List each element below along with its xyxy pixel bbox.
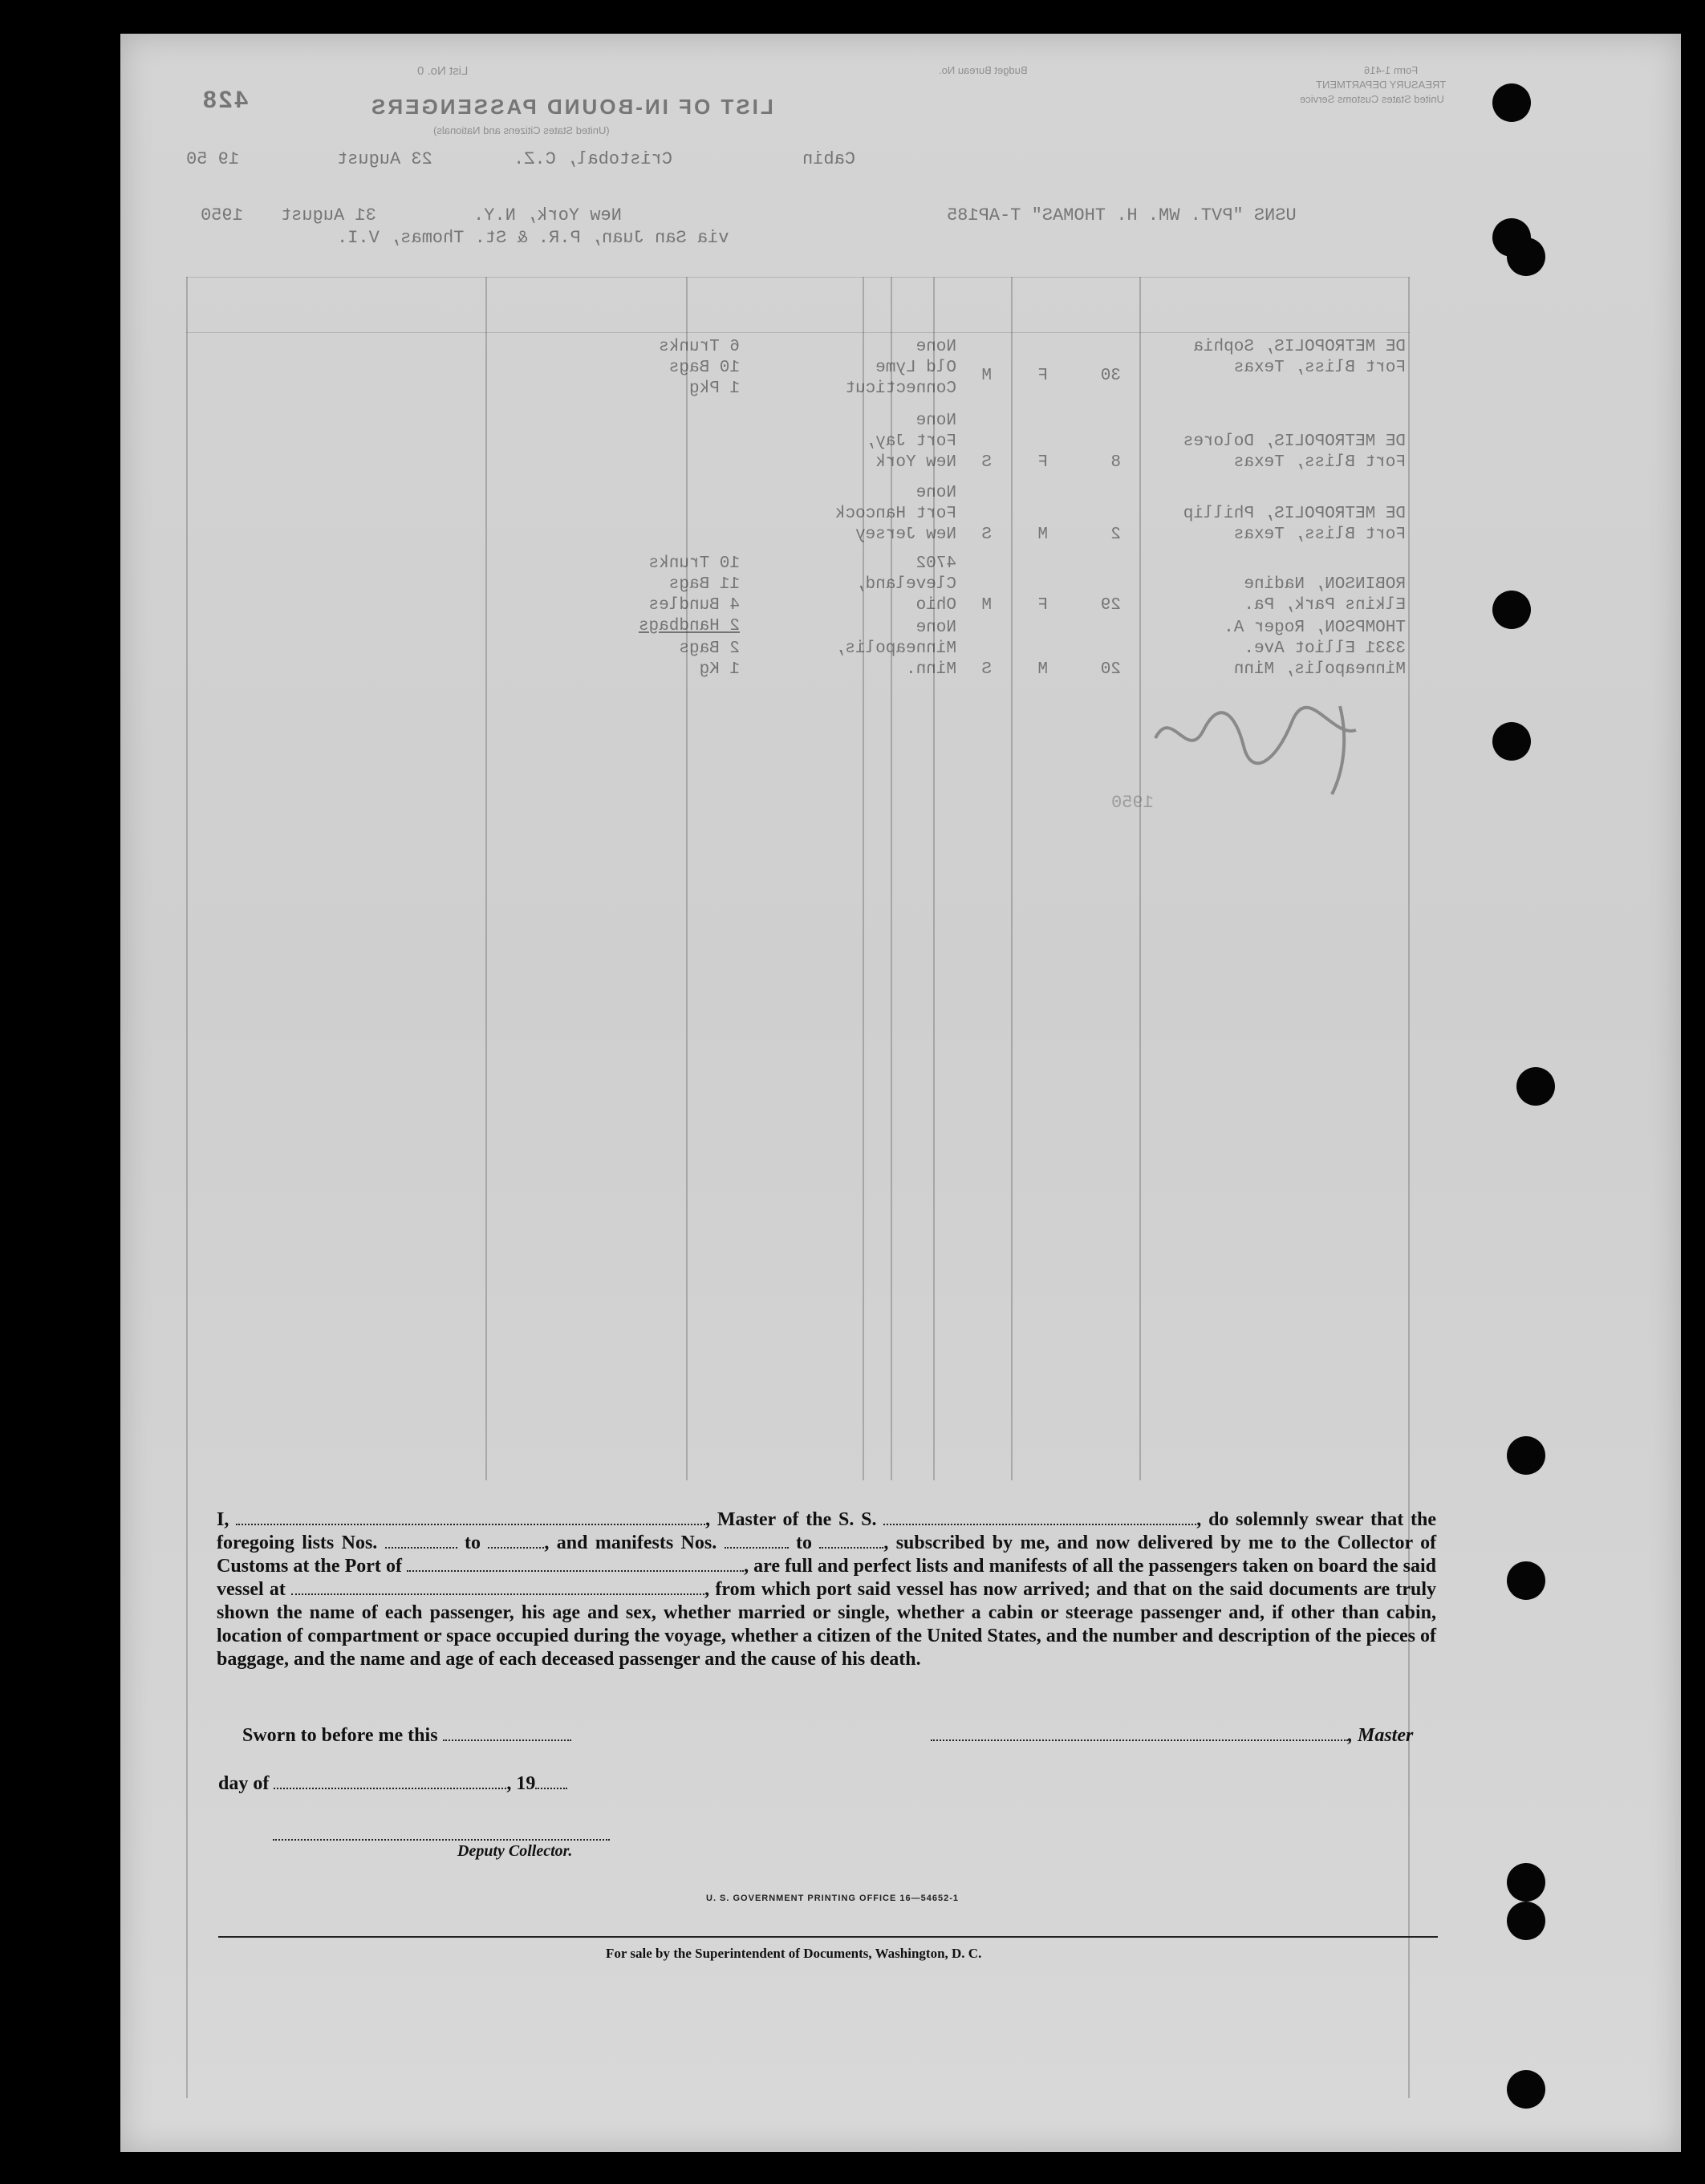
- passenger-sex: M: [1037, 660, 1048, 679]
- passenger-sex: F: [1037, 596, 1048, 615]
- bleed-dept: TREASURY DEPARTMENT: [1316, 79, 1447, 91]
- manifest-from-blank[interactable]: [725, 1532, 789, 1549]
- bleed-port-to: New York, N.Y.: [473, 205, 622, 225]
- punch-hole: [1507, 1863, 1545, 1902]
- bleed-budget: Budget Bureau No.: [939, 64, 1028, 76]
- column-rule: [1408, 277, 1410, 2098]
- punch-hole: [1492, 722, 1531, 761]
- passenger-age: 8: [1110, 453, 1121, 472]
- record-row: [1183, 504, 1406, 546]
- embark-port-blank[interactable]: [291, 1579, 704, 1595]
- bleed-via: via San Juan, P.R. & St. Thomas, V.I.: [337, 228, 729, 248]
- record-row: [1183, 432, 1406, 473]
- bleed-title: LIST OF IN-BOUND PASSENGERS: [369, 95, 773, 119]
- passenger-residence: None Fort Hancock New Jersey: [834, 484, 956, 544]
- passenger-marital: M: [981, 596, 992, 615]
- passenger-residence: None Minneapolis, Minn.: [834, 619, 956, 679]
- punch-hole: [1516, 1067, 1555, 1106]
- signature-scribble: [1139, 690, 1412, 810]
- passenger-sex: F: [1037, 367, 1048, 385]
- passenger-sex: M: [1037, 526, 1048, 544]
- passenger-age: 29: [1100, 596, 1121, 615]
- record-row: [1244, 574, 1406, 616]
- passenger-name: THOMPSON, Roger A.: [1224, 619, 1406, 637]
- passenger-marital: S: [981, 660, 992, 679]
- day-of-line: day of , 19: [218, 1773, 567, 1795]
- sworn-date-blank[interactable]: [443, 1725, 571, 1741]
- passenger-marital: S: [981, 453, 992, 472]
- bleed-vessel: USNS "PVT. WM. H. THOMAS" T-AP185: [947, 205, 1297, 225]
- punch-hole: [1507, 1436, 1545, 1475]
- record-block: [491, 337, 1406, 722]
- bleed-year-from: 19 50: [186, 149, 240, 169]
- master-signature-line: , Master: [931, 1725, 1413, 1747]
- list-from-blank[interactable]: [385, 1532, 457, 1549]
- day-of-blank[interactable]: [274, 1773, 506, 1789]
- bleed-service: United States Customs Service: [1300, 93, 1444, 105]
- punch-hole: [1492, 591, 1531, 629]
- passenger-baggage: 6 Trunks 10 Bags 1 Pkg: [659, 338, 740, 398]
- punch-hole: [1507, 2070, 1545, 2109]
- passenger-marital: S: [981, 526, 992, 544]
- port-blank[interactable]: [407, 1556, 744, 1572]
- passenger-baggage: 10 Trunks 11 Bags 4 Bundles 2 Handbags: [638, 554, 740, 635]
- record-row: [1224, 618, 1406, 680]
- passenger-name: DE METROPOLIS, Sophia: [1193, 338, 1406, 356]
- master-name-blank[interactable]: [236, 1509, 705, 1525]
- punch-hole: [1507, 237, 1545, 276]
- oath-paragraph: I, , Master of the S. S. , do solemnly swear that the foregoing lists Nos. to , and manifests Nos. to , subscribed by me, and now delivered by me to the Collector of Customs at the Port of , are full and perfect lists and manifests of all the passengers taken on board the said vessel at , from which port said vessel has now arrived; and that on the said documents are truly shown the name of each passenger, his age and sex, whether married or single, whether a cabin or steerage passenger and, if other than cabin, location of compartment or space occupied during the voyage, whether a citizen of the United States, and the number and description of the pieces of baggage, and the name and age of each deceased passenger and the cause of his death.: [217, 1509, 1437, 1670]
- punch-hole: [1507, 1902, 1545, 1940]
- deputy-line: [273, 1837, 610, 1841]
- for-sale-note: For sale by the Superintendent of Documents, Washington, D. C.: [606, 1946, 982, 1961]
- footer-rule: [218, 1936, 1438, 1938]
- passenger-sex: F: [1037, 453, 1048, 472]
- passenger-name: ROBINSON, Nadine: [1244, 575, 1406, 594]
- deputy-collector-label: Deputy Collector.: [457, 1842, 573, 1860]
- bleed-date-to: 31 August: [281, 205, 376, 225]
- passenger-residence: 4702 Cleveland, Ohio: [855, 554, 956, 615]
- passenger-address: Fort Bliss, Texas: [1233, 359, 1406, 377]
- bleed-port-from: Cristobal, C.Z.: [514, 149, 673, 169]
- passenger-address: Fort Bliss, Texas: [1233, 526, 1406, 544]
- bleed-year-to: 1950: [201, 205, 243, 225]
- column-rule: [186, 277, 188, 2098]
- bleed-subtitle: (United States Citizens and Nationals): [433, 124, 610, 136]
- bleed-stamp: 1950: [1111, 793, 1154, 813]
- column-rule: [485, 277, 487, 1480]
- passenger-baggage: 2 Bags 1 Kg: [679, 639, 740, 679]
- passenger-age: 20: [1100, 660, 1121, 679]
- record-row: [1193, 337, 1406, 379]
- bleed-class: Cabin: [802, 149, 856, 169]
- passenger-residence: None Old Lyme Connecticut: [845, 338, 956, 398]
- passenger-residence: None Fort Jay, New York: [865, 412, 956, 472]
- passenger-marital: M: [981, 367, 992, 385]
- sworn-line: Sworn to before me this: [242, 1725, 571, 1747]
- header-rule: [186, 332, 1410, 333]
- passenger-age: 2: [1110, 526, 1121, 544]
- passenger-name: DE METROPOLIS, Dolores: [1183, 432, 1406, 451]
- passenger-address: Fort Bliss, Texas: [1233, 453, 1406, 472]
- passenger-address: Elkins Park, Pa.: [1244, 596, 1406, 615]
- vessel-name-blank[interactable]: [883, 1509, 1196, 1525]
- year-blank[interactable]: [535, 1773, 567, 1789]
- passenger-address: Minneapolis, Minn: [1233, 660, 1406, 679]
- bleed-page-no: 428: [201, 87, 249, 113]
- punch-hole: [1492, 83, 1531, 122]
- bleed-form-no: Form 1-416: [1364, 64, 1419, 76]
- punch-hole: [1507, 1561, 1545, 1600]
- manifest-to-blank[interactable]: [819, 1532, 883, 1549]
- bleed-list-no: List No. 0: [417, 64, 469, 78]
- passenger-age: 30: [1100, 367, 1121, 385]
- passenger-name: DE METROPOLIS, Phillip: [1183, 505, 1406, 523]
- printer-imprint: U. S. GOVERNMENT PRINTING OFFICE 16—54652-1: [706, 1894, 960, 1903]
- master-signature-blank[interactable]: [931, 1725, 1348, 1741]
- bleed-date-from: 23 August: [337, 149, 432, 169]
- passenger-address: 3331 Elliot Ave.: [1244, 639, 1406, 658]
- header-rule: [186, 277, 1410, 278]
- list-to-blank[interactable]: [488, 1532, 544, 1549]
